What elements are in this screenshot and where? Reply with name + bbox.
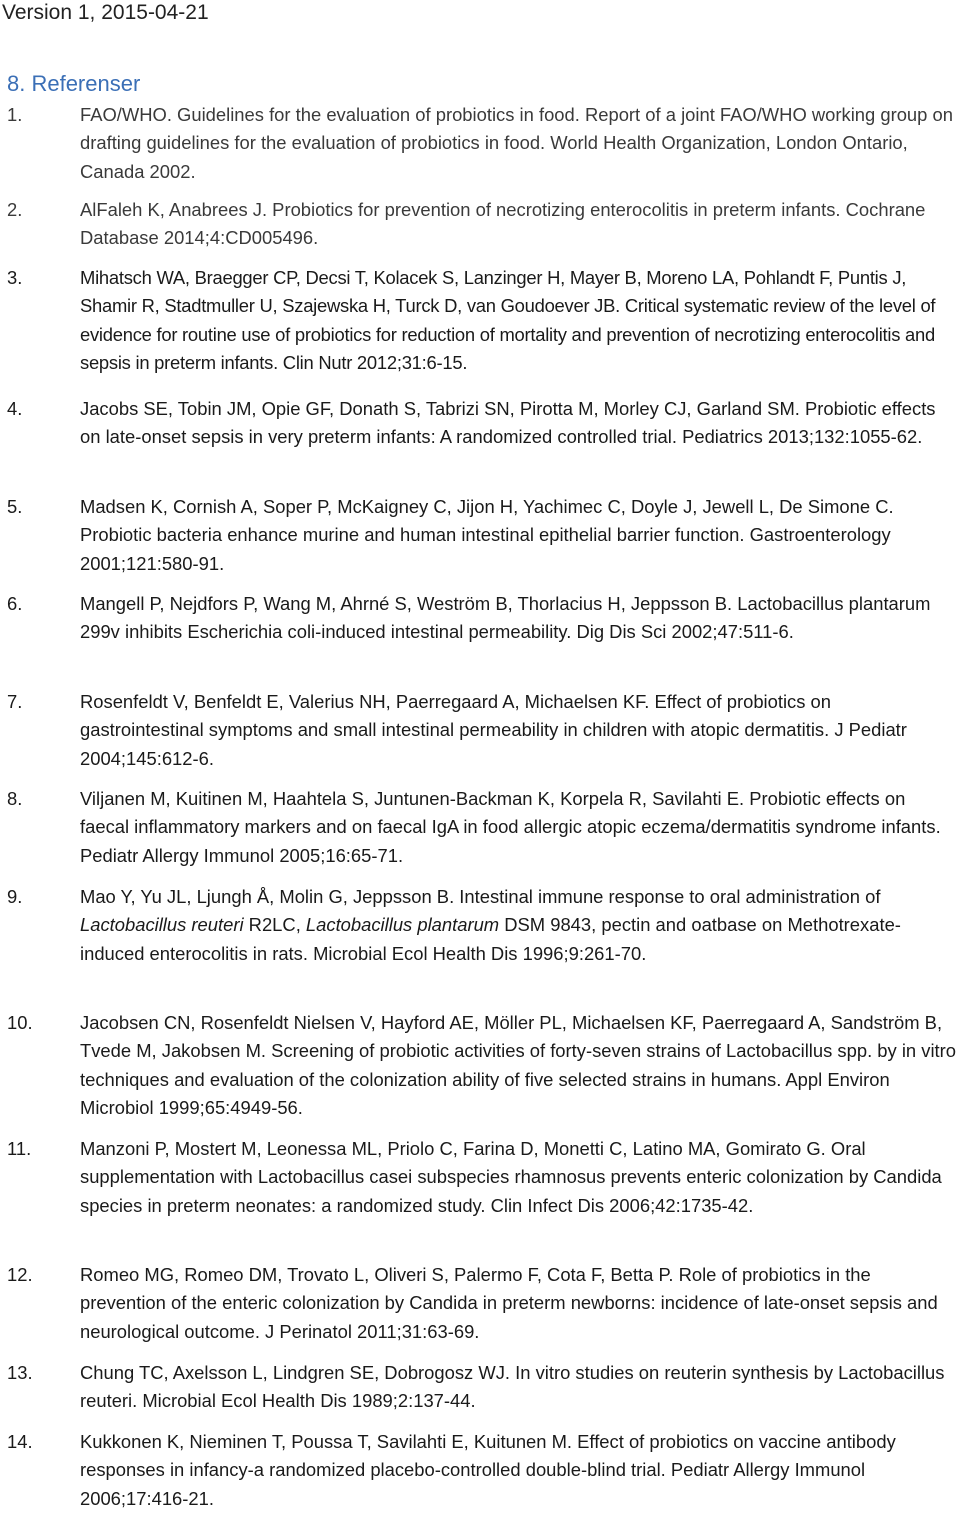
reference-text: Manzoni P, Mostert M, Leonessa ML, Priolo C, Farina D, Monetti C, Latino MA, Gomirato G. Oral supplementation with Lactobacillus casei subspecies rhamnosus prevents enteric colonization by Candida species in preterm neonates: a randomized study. Clin Infect Dis 2006;42:1735-42. bbox=[80, 1138, 942, 1216]
reference-item-10 bbox=[0, 1009, 960, 1135]
reference-text: Kukkonen K, Nieminen T, Poussa T, Savilahti E, Kuitunen M. Effect of probiotics on vaccine antibody responses in infancy-a randomized placebo-controlled double-blind trial. Pediatr Allergy Immunol 2006;17:416-21. bbox=[80, 1431, 896, 1509]
reference-number: 2. bbox=[7, 199, 23, 220]
reference-item-13 bbox=[0, 1359, 960, 1428]
reference-text: Jacobsen CN, Rosenfeldt Nielsen V, Hayford AE, Möller PL, Michaelsen KF, Paerregaard A, Sandström B, Tvede M, Jakobsen M. Screening of probiotic activities of forty-seven strains of Lactobacillus spp. by in vitro techniques and evaluation of the colonization ability of five selected strains in humans. Appl Environ Microbiol 1999;65:4949-56. bbox=[80, 1012, 956, 1118]
reference-item-6 bbox=[0, 590, 960, 688]
reference-text: Chung TC, Axelsson L, Lindgren SE, Dobrogosz WJ. In vitro studies on reuterin synthesis by Lactobacillus reuteri. Microbial Ecol Health Dis 1989;2:137-44. bbox=[80, 1362, 945, 1412]
reference-item-5 bbox=[0, 493, 960, 590]
reference-number: 13. bbox=[7, 1362, 33, 1383]
reference-text: Romeo MG, Romeo DM, Trovato L, Oliveri S, Palermo F, Cota F, Betta P. Role of probiotics in the prevention of the enteric colonization by Candida in preterm newborns: incidence of late-onset sepsis and neurological outcome. J Perinatol 2011;31:63-69. bbox=[80, 1264, 938, 1342]
reference-text: Madsen K, Cornish A, Soper P, McKaigney C, Jijon H, Yachimec C, Doyle J, Jewell L, De Simone C. Probiotic bacteria enhance murine and human intestinal epithelial barrier function. Gastroenterology 2001;121:580-91. bbox=[80, 496, 894, 574]
reference-number: 9. bbox=[7, 886, 23, 907]
reference-item-2 bbox=[0, 196, 960, 264]
reference-item-14 bbox=[0, 1428, 960, 1518]
reference-text bbox=[80, 883, 958, 968]
reference-number: 6. bbox=[7, 593, 23, 614]
reference-number: 4. bbox=[7, 398, 23, 419]
reference-item-11 bbox=[0, 1135, 960, 1261]
reference-number: 12. bbox=[7, 1264, 33, 1285]
reference-number: 14. bbox=[7, 1431, 33, 1452]
reference-text-part: DSM 9843, pectin and oatbase on Methotrexate-induced enterocolitis in rats. Microbial Ecol Health Dis 1996;9:261-70. bbox=[80, 914, 901, 964]
reference-item-8 bbox=[0, 785, 960, 883]
reference-item-7 bbox=[0, 688, 960, 785]
document-version-header: Version 1, 2015-04-21 bbox=[2, 1, 209, 24]
reference-number: 11. bbox=[7, 1138, 32, 1159]
reference-item-9 bbox=[0, 883, 960, 1009]
reference-text: Mangell P, Nejdfors P, Wang M, Ahrné S, Weström B, Thorlacius H, Jeppsson B. Lactobacillus plantarum 299v inhibits Escherichia coli-induced intestinal permeability. Dig Dis Sci 2002;47:511-6. bbox=[80, 593, 931, 643]
reference-text: Viljanen M, Kuitinen M, Haahtela S, Juntunen-Backman K, Korpela R, Savilahti E. Probiotic effects on faecal inflammatory markers and on faecal IgA in food allergic atopic eczema/dermatitis syndrome infants. Pediatr Allergy Immunol 2005;16:65-71. bbox=[80, 788, 941, 866]
reference-list bbox=[0, 101, 960, 1518]
species-name: Lactobacillus plantarum bbox=[305, 914, 500, 936]
reference-item-1 bbox=[0, 101, 960, 196]
reference-text: Rosenfeldt V, Benfeldt E, Valerius NH, Paerregaard A, Michaelsen KF. Effect of probiotics on gastrointestinal symptoms and small intestinal permeability in children with atopic dermatitis. J Pediatr 2004;145:612-6. bbox=[80, 691, 907, 769]
reference-number: 1. bbox=[7, 104, 23, 125]
reference-text: Jacobs SE, Tobin JM, Opie GF, Donath S, Tabrizi SN, Pirotta M, Morley CJ, Garland SM. Probiotic effects on late-onset sepsis in very preterm infants: A randomized controlled trial. Pediatrics 2013;132:1055-62. bbox=[80, 398, 936, 448]
reference-number: 7. bbox=[7, 691, 23, 712]
species-name: Lactobacillus reuteri bbox=[80, 914, 244, 936]
reference-item-4 bbox=[0, 395, 960, 493]
reference-number: 3. bbox=[7, 267, 23, 288]
section-heading: 8. Referenser bbox=[7, 71, 141, 96]
reference-item-12 bbox=[0, 1261, 960, 1359]
reference-text-part: Mao Y, Yu JL, Ljungh Å, Molin G, Jeppsson B. Intestinal immune response to oral administration of bbox=[80, 886, 881, 907]
reference-text: Mihatsch WA, Braegger CP, Decsi T, Kolacek S, Lanzinger H, Mayer B, Moreno LA, Pohlandt F, Puntis J, Shamir R, Stadtmuller U, Szajewska H, Turck D, van Goudoever JB. Critical systematic review of the level of evidence for routine use of probiotics for reduction of mortality and prevention of necrotizing enterocolitis and sepsis in preterm infants. Clin Nutr 2012;31:6-15. bbox=[80, 267, 936, 373]
reference-number: 8. bbox=[7, 788, 23, 809]
reference-item-3 bbox=[0, 264, 960, 395]
reference-number: 5. bbox=[7, 496, 23, 517]
reference-text: FAO/WHO. Guidelines for the evaluation of probiotics in food. Report of a joint FAO/WHO working group on drafting guidelines for the evaluation of probiotics in food. World Health Organization, London Ontario, Canada 2002. bbox=[80, 104, 953, 182]
reference-text: AlFaleh K, Anabrees J. Probiotics for prevention of necrotizing enterocolitis in preterm infants. Cochrane Database 2014;4:CD005496. bbox=[80, 199, 926, 249]
reference-text-part: R2LC, bbox=[243, 914, 306, 936]
reference-number: 10. bbox=[7, 1012, 33, 1033]
